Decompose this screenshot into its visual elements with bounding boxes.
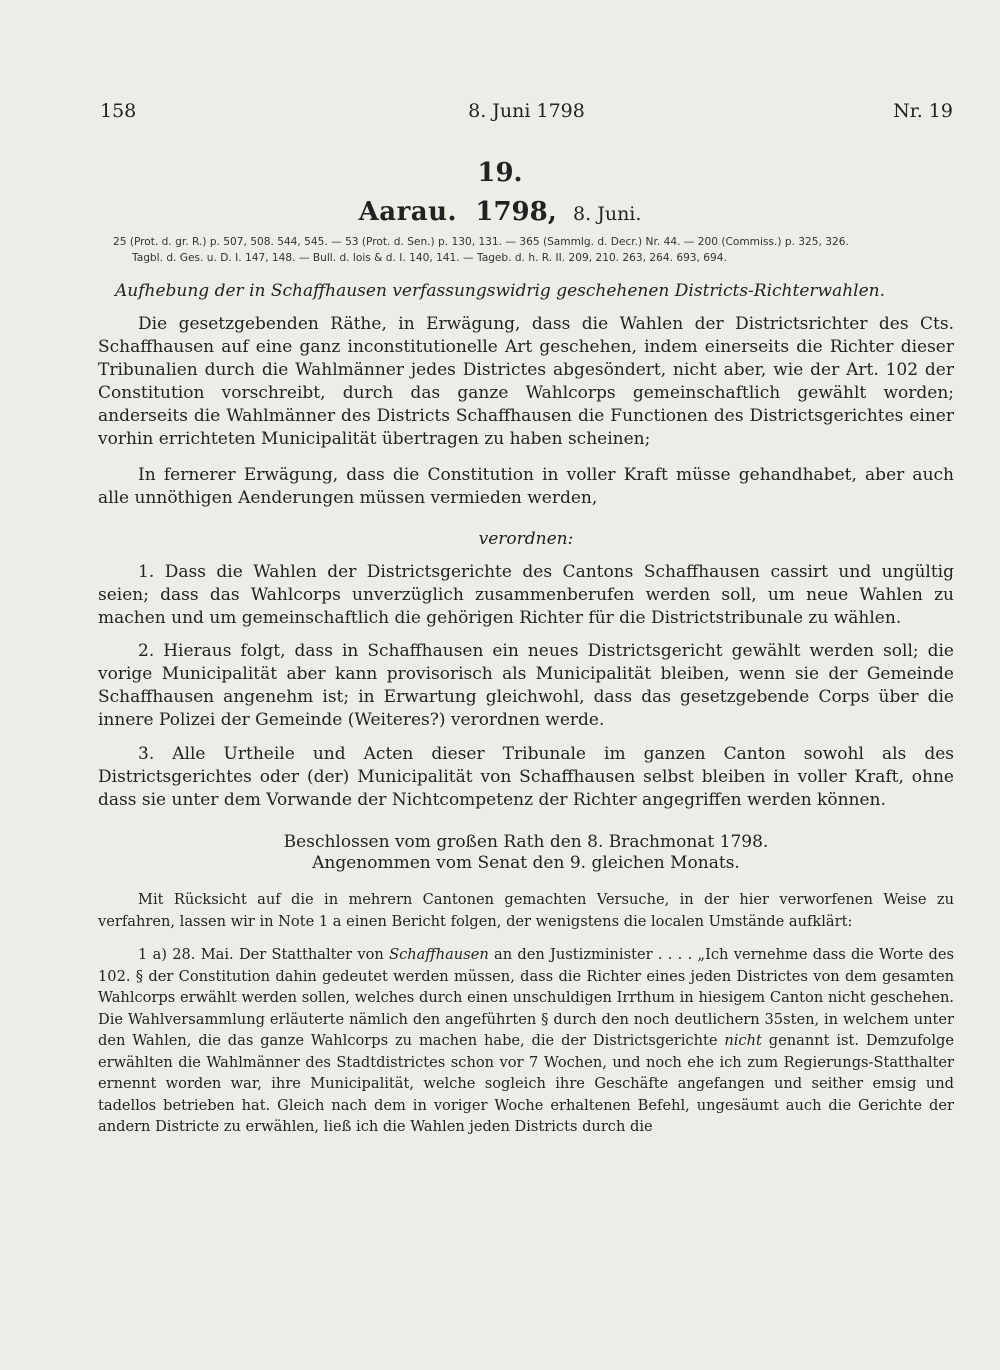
signature-line-2: Angenommen vom Senat den 9. gleichen Monats. — [312, 853, 740, 873]
preamble-paragraph-2 — [98, 464, 954, 510]
note-entry-text — [98, 944, 954, 1138]
document-number: 19. — [477, 158, 523, 188]
preamble-text-1: Die gesetzgebenden Räthe, in Erwägung, dass die Wahlen der Districtsrichter des Cts. Schaffhausen auf eine ganz inconstitutionelle Art geschehen, indem einerseits die Richter dieser Tribunalien durch die Wahlmänner jedes Districtes abgesöndert, nicht aber, wie der Art. 102 der Constitution vorschreibt, durch das ganze Wahlcorps gemeinschaftlich gewählt worden; anderseits die Wahlmänner des Districts Schaffhausen die Functionen des Districtsgerichtes einer vorhin errichteten Municipalität übertragen zu haben scheinen; — [98, 314, 954, 449]
page-number: 158 — [100, 100, 137, 122]
article-1-text: 1. Dass die Wahlen der Districtsgerichte des Cantons Schaffhausen cassirt und ungültig seien; dass das Wahlcorps unverzüglich zusammenberufen werden soll, um neue Wahlen zu machen und um gemeinschaftlich die gehörigen Richter für die Districtstribunale zu wählen. — [98, 562, 954, 628]
signature-line-1: Beschlossen vom großen Rath den 8. Brachmonat 1798. — [283, 832, 769, 852]
source-references-line1: 25 (Prot. d. gr. R.) p. 507, 508. 544, 545. — 53 (Prot. d. Sen.) p. 130, 131. — 365 (Sammlg. d. Decr.) Nr. 44. — 200 (Commiss.) p. 325, 326. — [113, 236, 849, 248]
document-day: 8. Juni. — [573, 203, 642, 225]
editorial-note-intro — [98, 889, 954, 932]
preamble-text-2: In fernerer Erwägung, dass die Constitution in voller Kraft müsse gehandhabet, aber auch alle unnöthigen Aenderungen müssen vermieden werden, — [98, 465, 954, 508]
source-references-line2: Tagbl. d. Ges. u. D. I. 147, 148. — Bull. d. lois & d. I. 140, 141. — Tageb. d. h. R. II. 209, 210. 263, 264. 693, 694. — [132, 252, 727, 264]
note-entry-text-1: an den Justizminister . . . . „Ich vernehme dass die Worte des 102. § der Constitution dahin gedeutet werden müssen, dass die Richter eines jeden Districtes von dem gesamten Wahlcorps erwählt werden sollen, welches durch einen unschuldigen Irrthum in hiesigem Canton nicht geschehen. Die Wahlversammlung erläuterte nämlich den angeführten § durch den noch deutlichern 35sten, in welchem unter den Wahlen, die das ganze Wahlcorps zu machen habe, die der Districtsgerichte — [98, 946, 954, 1049]
document-place: Aarau. — [358, 197, 458, 227]
verordnen-heading: verordnen: — [478, 529, 574, 549]
note-entry-emphasis: nicht — [724, 1032, 762, 1049]
note-entry-place: Schaffhausen — [389, 946, 489, 963]
document-subject: Aufhebung der in Schaffhausen verfassungswidrig geschehenen Districts-Richterwahlen. — [115, 281, 885, 301]
note-entry-prefix: 1 a) 28. Mai. Der Statthalter von — [138, 946, 390, 963]
header-date: 8. Juni 1798 — [468, 100, 585, 122]
note-entry-text-2: genannt ist. Demzufolge erwählten die Wahlmänner des Stadtdistrictes schon vor 7 Wochen, und noch ehe ich zum Regierungs-Statthalter ernennt worden war, ihre Municipalität, welche sogleich ihre Geschäfte angefangen und seither emsig und tadellos betrieben hat. Gleich nach dem in voriger Woche erhaltenen Befehl, ungesäumt auch die Gerichte der andern Districte zu erwählen, ließ ich die Wahlen jeden Districts durch die — [98, 1032, 954, 1135]
document-dateline — [0, 197, 1000, 227]
article-3-text: 3. Alle Urtheile und Acten dieser Tribunale im ganzen Canton sowohl als des Districtsgerichtes oder (der) Municipalität von Schaffhausen selbst bleiben in voller Kraft, ohne dass sie unter dem Vorwande der Nichtcompetenz der Richter angegriffen werden können. — [98, 744, 954, 810]
article-2-text: 2. Hieraus folgt, dass in Schaffhausen ein neues Districtsgericht gewählt werden soll; die vorige Municipalität aber kann provisorisch als Municipalität bleiben, wenn sie der Gemeinde Schaffhausen angenehm ist; in Erwartung gleichwohl, dass das gesetzgebende Corps über die innere Polizei der Gemeinde (Weiteres?) verordnen werde. — [98, 641, 954, 730]
header-doc-number: Nr. 19 — [893, 100, 953, 122]
note-intro-text: Mit Rücksicht auf die in mehrern Cantonen gemachten Versuche, in der hier verworfenen Weise zu verfahren, lassen wir in Note 1 a einen Bericht folgen, der wenigstens die localen Umstände aufklärt: — [98, 891, 954, 930]
editorial-note-entry — [98, 944, 954, 1138]
article-1 — [98, 561, 954, 630]
article-2 — [98, 640, 954, 732]
signature-block — [98, 832, 954, 874]
running-header — [100, 100, 953, 126]
article-3 — [98, 743, 954, 812]
document-year: 1798, — [475, 197, 557, 227]
preamble-paragraph-1 — [98, 313, 954, 451]
